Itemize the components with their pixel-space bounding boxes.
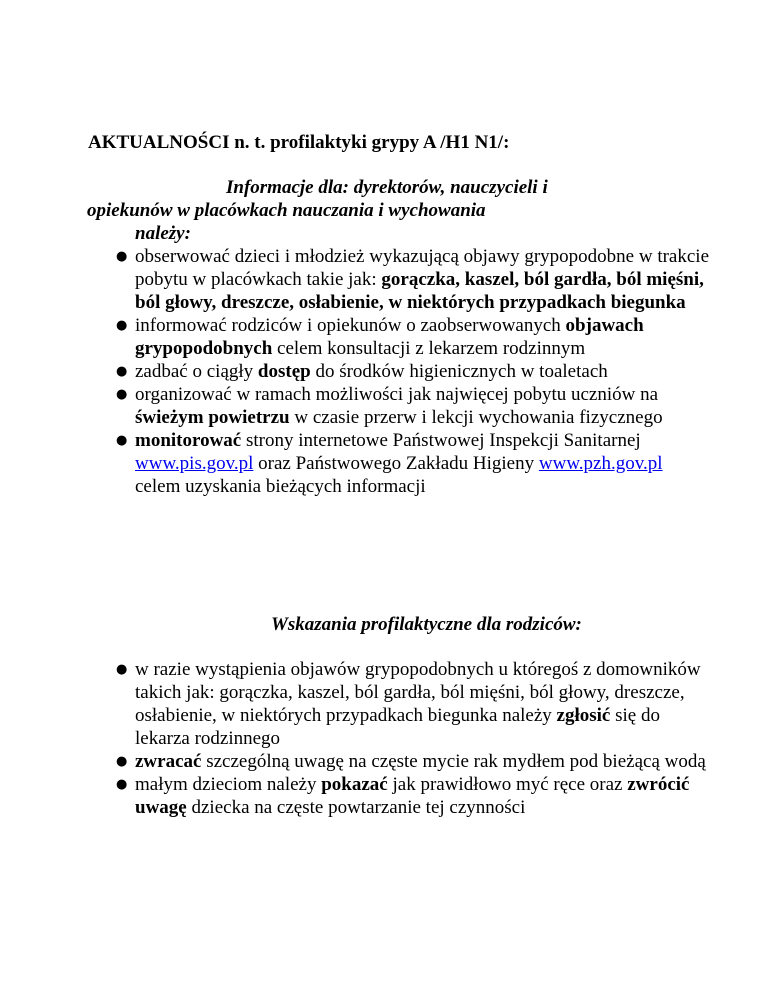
bullet-icon: ● [116,387,128,402]
list-item: ● zadbać o ciągły dostęp do środków higienicznych w toaletach [116,361,608,382]
info-heading-line-3: należy: [135,223,191,244]
page-title: AKTUALNOŚCI n. t. profilaktyki grypy A /H1 N1/: [88,132,510,153]
bullet-icon: ● [116,433,128,448]
info-heading-line-1: Informacje dla: dyrektorów, nauczycieli i [226,177,548,198]
symptoms-text: gorączka, kaszel, ból gardła, ból mięśni, ból głowy, dreszcze, osłabienie, w niektórych przypadkach biegunka [135,269,704,313]
bullet-icon: ● [116,754,128,769]
list-item: ● monitorować strony internetowe Państwowej Inspekcji Sanitarnej www.pis.gov.pl oraz Państwowego Zakładu Higieny www.pzh.gov.pl celem uzyskania bieżących informacji [116,430,663,497]
parents-guidelines-list [110,658,710,819]
bullet-icon: ● [116,662,128,677]
bullet-icon: ● [116,249,128,264]
bullet-icon: ● [116,364,128,379]
list-item: ● obserwować dzieci i młodzież wykazującą objawy grypopodobne w trakcie pobytu w placówkach takie jak: gorączka, kaszel, ból gardła, ból mięśni, ból głowy, dreszcze, osłabienie, w niektórych przypadkach biegunka [116,246,709,313]
list-item: ● małym dzieciom należy pokazać jak prawidłowo myć ręce oraz zwrócić uwagę dziecka na częste powtarzanie tej czynności [116,774,690,818]
info-heading-line-2: opiekunów w placówkach nauczania i wychowania [87,200,486,221]
staff-guidelines-list [110,245,710,498]
list-item: ● zwracać szczególną uwagę na częste mycie rak mydłem pod bieżącą wodą [116,751,706,772]
list-item: ● organizować w ramach możliwości jak najwięcej pobytu uczniów na świeżym powietrzu w czasie przerw i lekcji wychowania fizycznego [116,384,663,428]
bullet-icon: ● [116,318,128,333]
pzh-link[interactable]: www.pzh.gov.pl [538,453,663,474]
parents-subheading: Wskazania profilaktyczne dla rodziców: [271,614,582,635]
pis-link[interactable]: www.pis.gov.pl [135,453,254,474]
list-item: ● w razie wystąpienia objawów grypopodobnych u któregoś z domowników takich jak: gorączka, kaszel, ból gardła, ból mięśni, ból głowy, dreszcze, osłabienie, w niektórych przypadkach biegunka należy zgłosić się do lekarza rodzinnego [116,659,701,749]
bullet-icon: ● [116,777,128,792]
list-item: ● informować rodziców i opiekunów o zaobserwowanych objawach grypopodobnych celem konsultacji z lekarzem rodzinnym [116,315,644,359]
